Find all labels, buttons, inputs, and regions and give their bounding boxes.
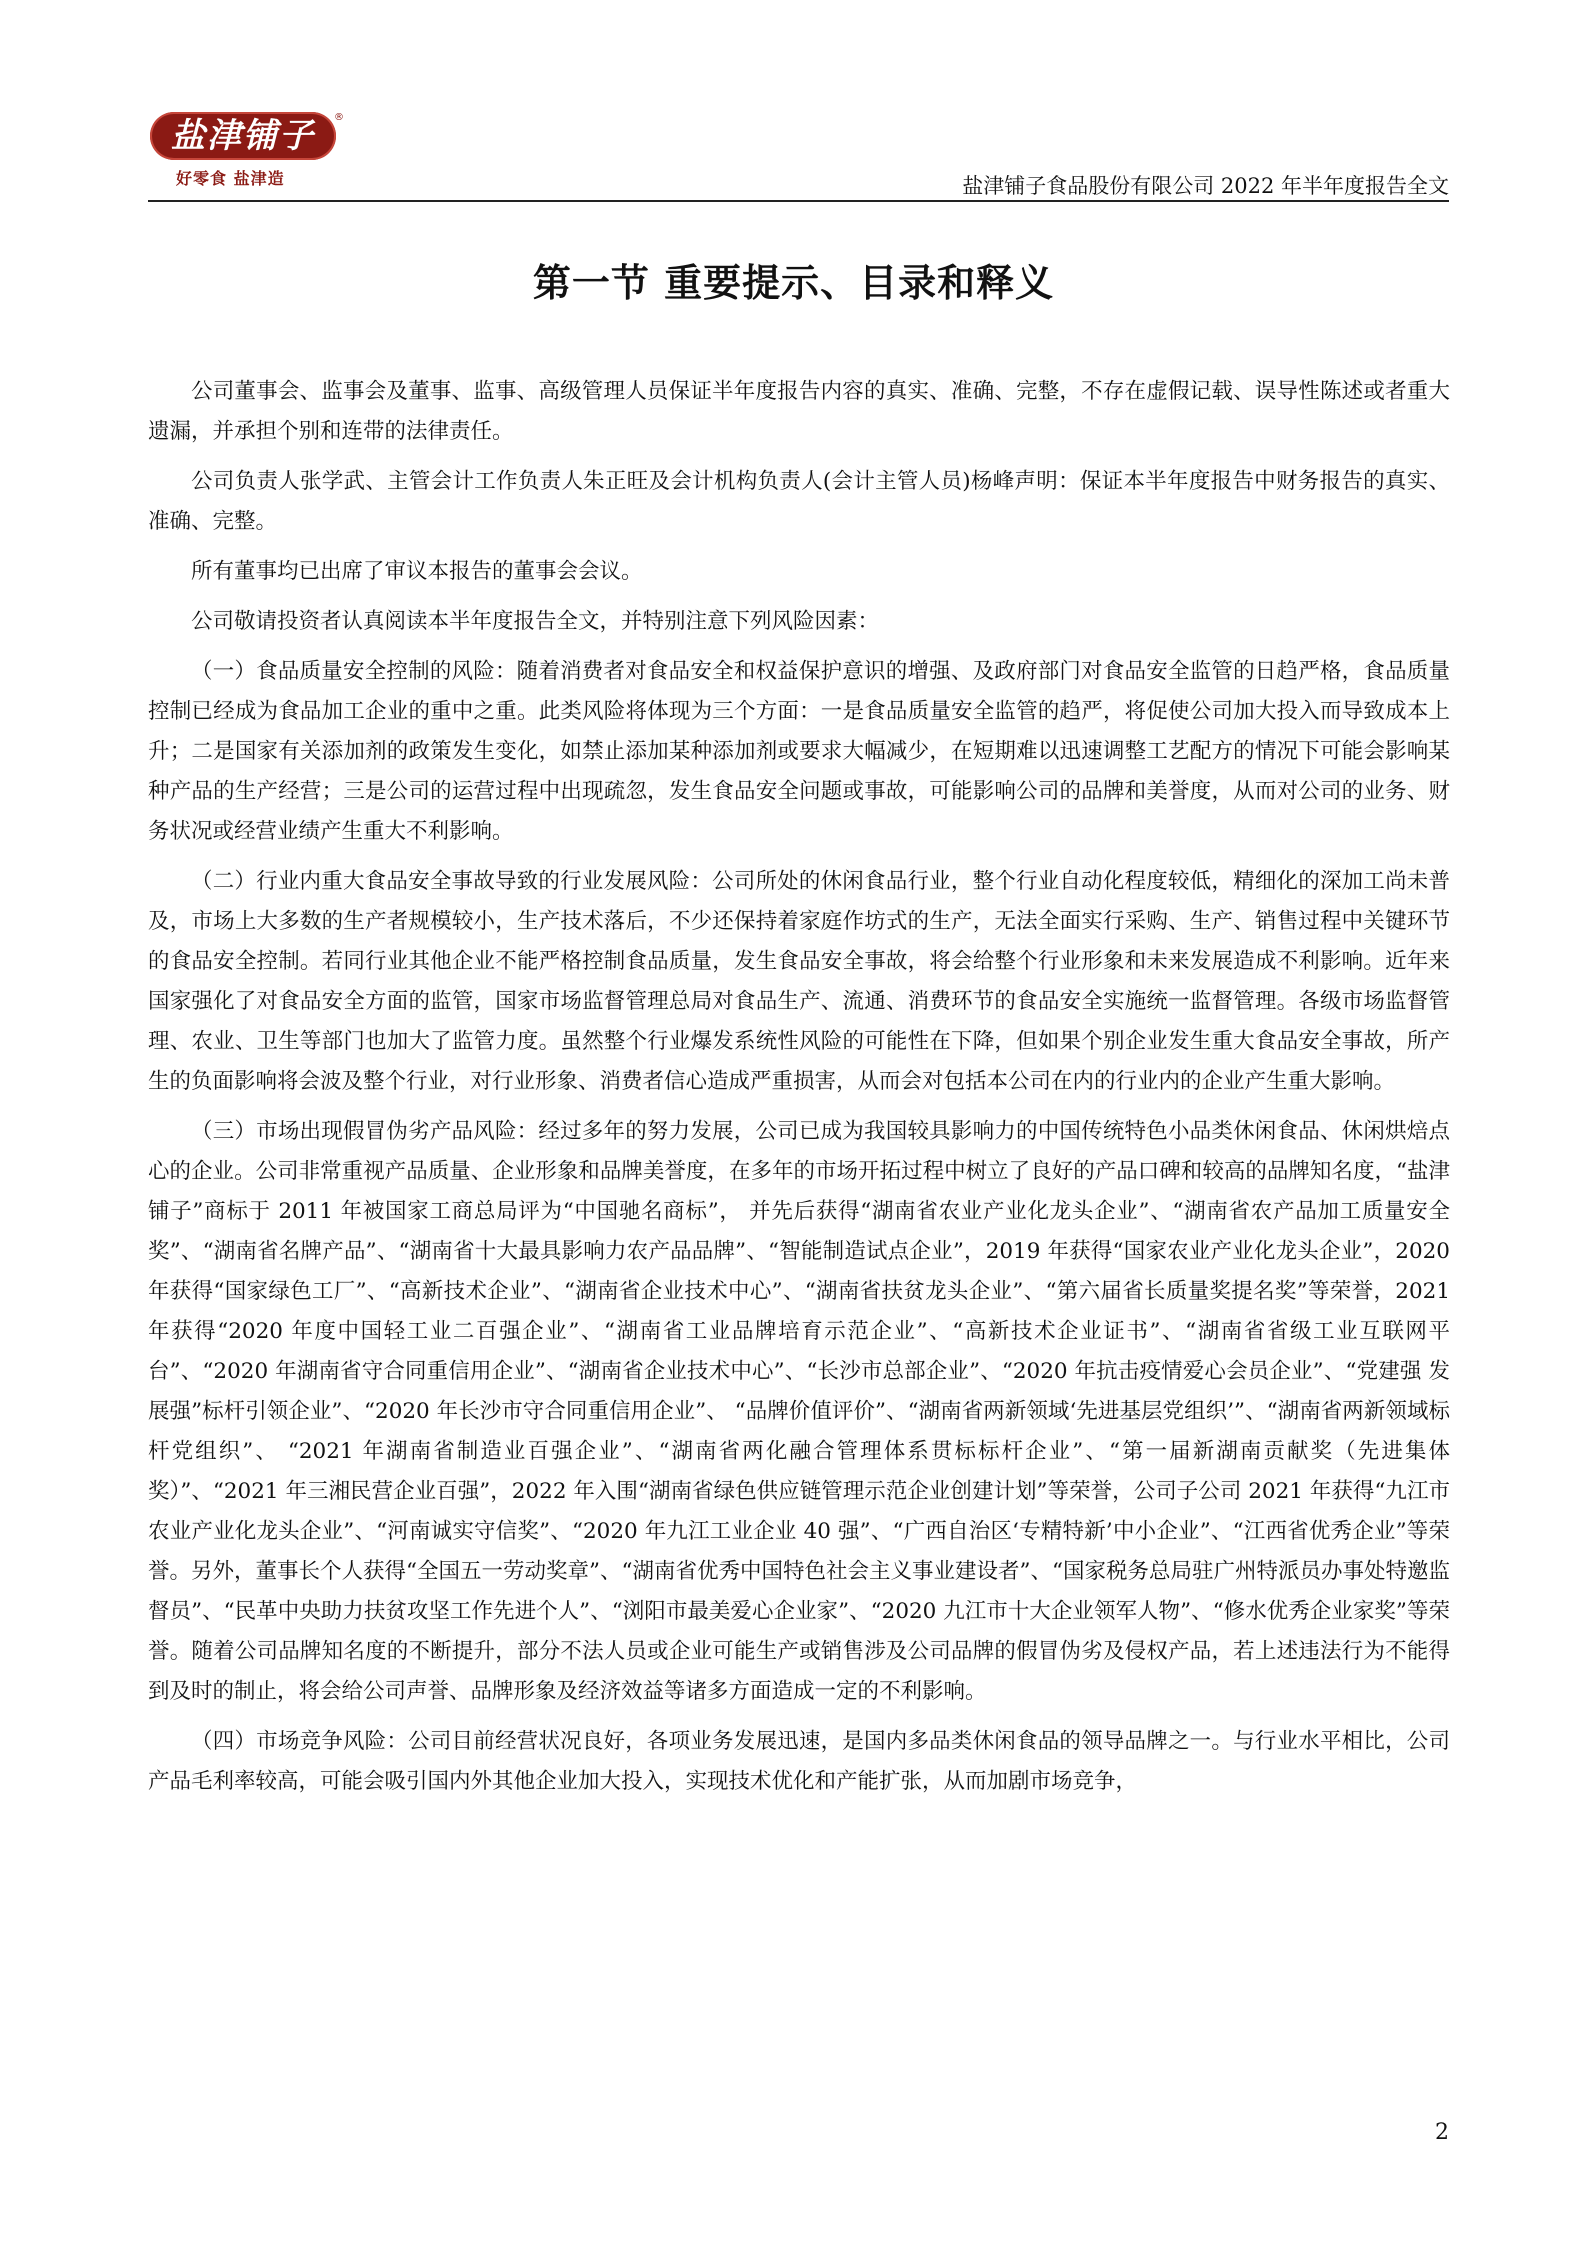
paragraph: 公司敬请投资者认真阅读本半年度报告全文，并特别注意下列风险因素： bbox=[191, 609, 880, 634]
paragraph: （二）行业内重大食品安全事故导致的行业发展风险：公司所处的休闲食品行业，整个行业自动化程度较低，精细化的深加工尚未普及，市场上大多数的生产者规模较小，生产技术落后，不少还保持着家庭作坊式的生产，无法全面实行采购、生产、销售过程中关键环节的食品安全控制。若同行业其他企业不能严格控制食品质量，发生食品安全事故，将会给整个行业形象和未来发展造成不利影响。近年来国家强化了对食品安全方面的监管，国家市场监督管理总局对食品生产、流通、消费环节的食品安全实施统一监督管理。各级市场监督管理、农业、卫生等部门也加大了监管力度。虽然整个行业爆发系统性风险的可能性在下降，但如果个别企业发生重大食品安全事故，所产生的负面影响将会波及整个行业，对行业形象、消费者信心造成严重损害，从而会对包括本公司在内的行业内的企业产生重大影响。 bbox=[148, 869, 1450, 1094]
page-number: 2 bbox=[1435, 2120, 1449, 2145]
paragraph: （三）市场出现假冒伪劣产品风险：经过多年的努力发展，公司已成为我国较具影响力的中国传统特色小品类休闲食品、休闲烘焙点心的企业。公司非常重视产品质量、企业形象和品牌美誉度，在多年的市场开拓过程中树立了良好的产品口碑和较高的品牌知名度，“盐津铺子”商标于 2011 年被国家工商总局评为“中国驰名商标”， 并先后获得“湖南省农业产业化龙头企业”、“湖南省农产品加工质量安全奖”、“湖南省名牌产品”、“湖南省十大最具影响力农产品品牌”、“智能制造试点企业”，2019 年获得“国家农业产业化龙头企业”，2020 年获得“国家绿色工厂”、“高新技术企业”、“湖南省企业技术中心”、“湖南省扶贫龙头企业”、“第六届省长质量奖提名奖”等荣誉，2021 年获得“2020 年度中国轻工业二百强企业”、“湖南省工业品牌培育示范企业”、“高新技术企业证书”、“湖南省省级工业互联网平台”、“2020 年湖南省守合同重信用企业”、“湖南省企业技术中心”、“长沙市总部企业”、“2020 年抗击疫情爱心会员企业”、“党建强 发展强”标杆引领企业”、“2020 年长沙市守合同重信用企业”、 “品牌价值评价”、“湖南省两新领域‘先进基层党组织’”、“湖南省两新领域标杆党组织”、 “2021 年湖南省制造业百强企业”、“湖南省两化融合管理体系贯标标杆企业”、“第一届新湖南贡献奖（先进集体奖）”、“2021 年三湘民营企业百强”，2022 年入围“湖南省绿色供应链管理示范企业创建计划”等荣誉，公司子公司 2021 年获得“九江市农业产业化龙头企业”、“河南诚实守信奖”、“2020 年九江工业企业 40 强”、“广西自治区‘专精特新’中小企业”、“江西省优秀企业”等荣誉。另外，董事长个人获得“全国五一劳动奖章”、“湖南省优秀中国特色社会主义事业建设者”、“国家税务总局驻广州特派员办事处特邀监督员”、“民革中央助力扶贫攻坚工作先进个人”、“浏阳市最美爱心企业家”、“2020 九江市十大企业领军人物”、“修水优秀企业家奖”等荣誉。随着公司品牌知名度的不断提升，部分不法人员或企业可能生产或销售涉及公司品牌的假冒伪劣及侵权产品，若上述违法行为不能得到及时的制止，将会给公司声誉、品牌形象及经济效益等诸多方面造成一定的不利影响。 bbox=[148, 1119, 1450, 1704]
paragraph: 公司负责人张学武、主管会计工作负责人朱正旺及会计机构负责人(会计主管人员)杨峰声明：保证本半年度报告中财务报告的真实、准确、完整。 bbox=[148, 469, 1450, 534]
header-divider bbox=[148, 200, 1449, 202]
paragraph: （四）市场竞争风险：公司目前经营状况良好，各项业务发展迅速，是国内多品类休闲食品的领导品牌之一。与行业水平相比，公司产品毛利率较高，可能会吸引国内外其他企业加大投入，实现技术优化和产能扩张，从而加剧市场竞争， bbox=[148, 1729, 1450, 1794]
section-title: 第一节 重要提示、目录和释义 bbox=[532, 261, 1055, 305]
header-title: 盐津铺子食品股份有限公司 2022 年半年度报告全文 bbox=[962, 174, 1449, 198]
logo-slogan: 好零食 盐津造 bbox=[176, 169, 285, 188]
registered-mark: ® bbox=[334, 112, 344, 123]
paragraph: 所有董事均已出席了审议本报告的董事会会议。 bbox=[191, 559, 643, 584]
company-logo bbox=[150, 112, 344, 190]
paragraph: 公司董事会、监事会及董事、监事、高级管理人员保证半年度报告内容的真实、准确、完整，不存在虚假记载、误导性陈述或者重大遗漏，并承担个别和连带的法律责任。 bbox=[148, 379, 1450, 444]
report-body bbox=[148, 372, 1450, 1812]
paragraph: （一）食品质量安全控制的风险：随着消费者对食品安全和权益保护意识的增强、及政府部门对食品安全监管的日趋严格，食品质量控制已经成为食品加工企业的重中之重。此类风险将体现为三个方面：一是食品质量安全监管的趋严，将促使公司加大投入而导致成本上升；二是国家有关添加剂的政策发生变化，如禁止添加某种添加剂或要求大幅减少，在短期难以迅速调整工艺配方的情况下可能会影响某种产品的生产经营；三是公司的运营过程中出现疏忽，发生食品安全问题或事故，可能影响公司的品牌和美誉度，从而对公司的业务、财务状况或经营业绩产生重大不利影响。 bbox=[148, 659, 1450, 844]
logo-badge: 盐津铺子 bbox=[150, 112, 336, 160]
